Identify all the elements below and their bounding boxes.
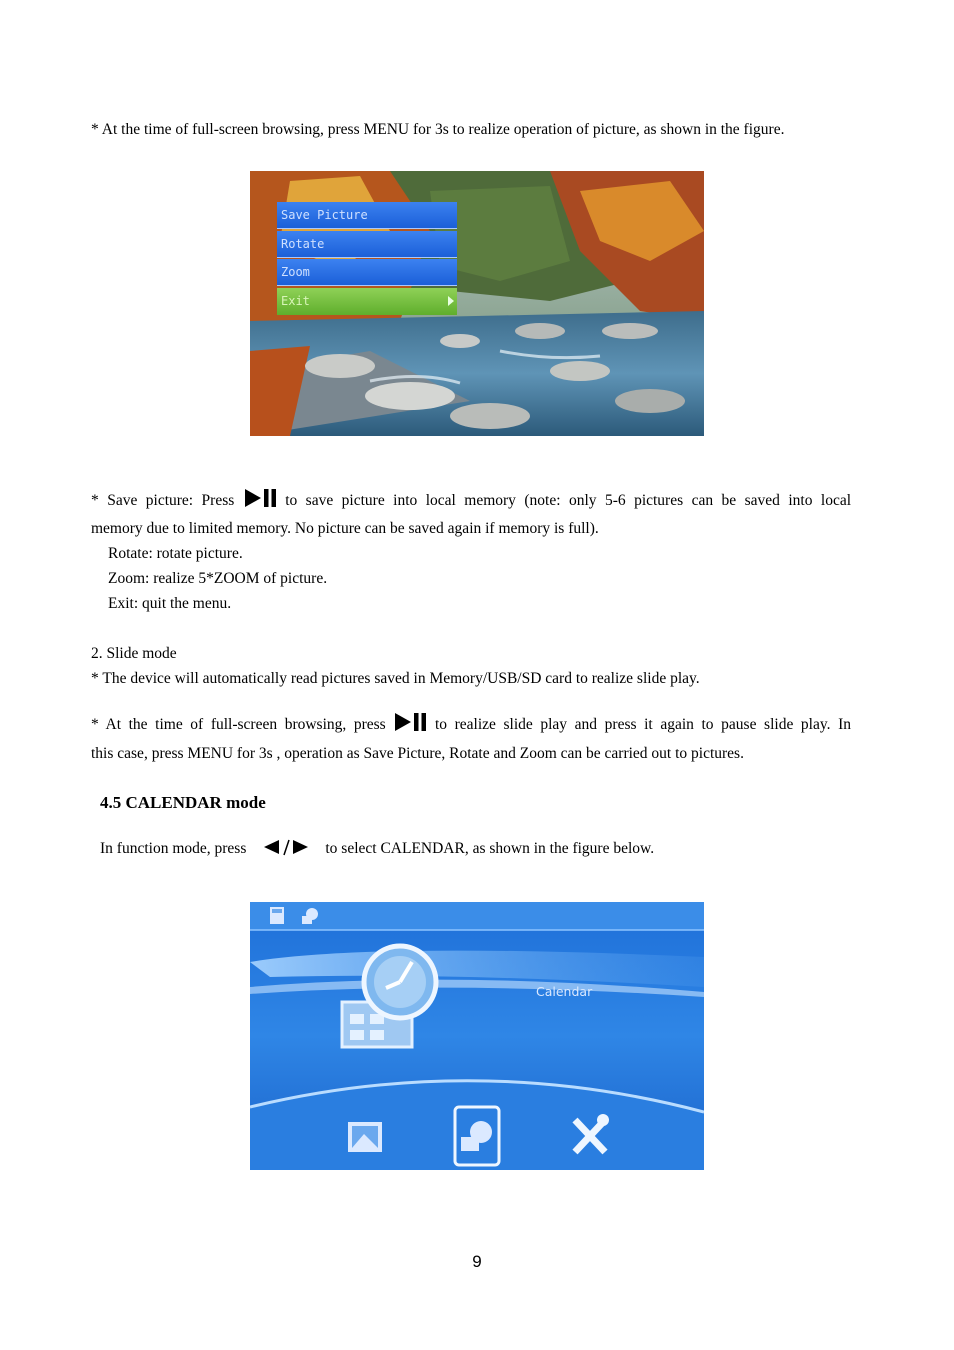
- left-right-arrows-icon: [262, 838, 310, 856]
- calendar-function-figure: [250, 902, 704, 1170]
- play-pause-icon: [243, 488, 277, 508]
- full-screen-photo-figure: [250, 171, 704, 436]
- save-picture-line: [91, 488, 851, 513]
- save-picture-text-a: * Save picture: Press: [91, 492, 235, 509]
- calendar-text-a: In function mode, press: [100, 840, 247, 857]
- calendar-selected-icon: [455, 1107, 499, 1165]
- intro-paragraph: * At the time of full-screen browsing, press MENU for 3s to realize operation of picture, as shown in the figure.: [91, 121, 785, 138]
- section-heading-calendar: 4.5 CALENDAR mode: [100, 793, 266, 812]
- rotate-description: Rotate: rotate picture.: [108, 545, 243, 562]
- picture-operation-menu: [277, 202, 457, 316]
- slide-play-text-a: * At the time of full-screen browsing, press: [91, 716, 386, 733]
- zoom-description: Zoom: realize 5*ZOOM of picture.: [108, 570, 328, 587]
- slide-mode-description: * The device will automatically read pictures saved in Memory/USB/SD card to realize slide play.: [91, 670, 700, 687]
- exit-description: Exit: quit the menu.: [108, 595, 232, 612]
- menu-item-zoom[interactable]: Zoom: [277, 259, 457, 286]
- play-pause-icon: [393, 712, 427, 732]
- save-picture-text-b: to save picture into local memory (note: only 5-6 pictures can be saved into local: [285, 492, 852, 509]
- page-number: 9: [472, 1252, 482, 1271]
- slide-play-continuation: this case, press MENU for 3s , operation as Save Picture, Rotate and Zoom can be carried out to pictures.: [91, 745, 744, 762]
- menu-item-exit-label: Exit: [281, 293, 310, 308]
- slide-play-line: [91, 712, 851, 737]
- save-picture-continuation: memory due to limited memory. No picture can be saved again if memory is full).: [91, 520, 599, 537]
- slide-mode-title: 2. Slide mode: [91, 645, 177, 662]
- photo-icon: [348, 1122, 382, 1152]
- menu-item-exit[interactable]: [277, 288, 457, 315]
- slide-play-text-b: to realize slide play and press it again to pause slide play. In: [434, 716, 852, 733]
- calendar-menu-screen: [250, 902, 704, 1170]
- calendar-label: Calendar: [536, 984, 593, 999]
- menu-item-save-picture[interactable]: Save Picture: [277, 202, 457, 229]
- memory-card-icon: [270, 907, 284, 924]
- triangle-right-icon: [448, 296, 454, 306]
- calendar-text-b: to select CALENDAR, as shown in the figure below.: [325, 840, 655, 857]
- menu-item-rotate[interactable]: Rotate: [277, 231, 457, 258]
- calendar-instruction: [100, 836, 860, 861]
